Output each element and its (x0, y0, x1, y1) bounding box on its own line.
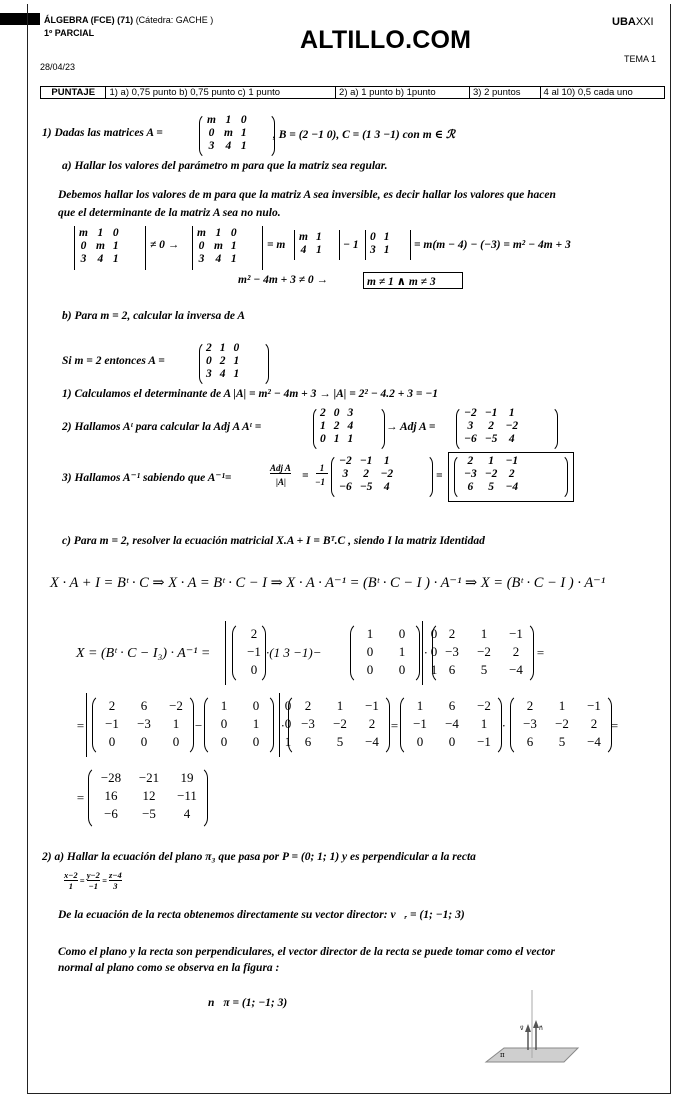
line-equation: $\frac{x-2}{1}$ = $\frac{y-2}{-1}$ = $\frac{z-4}{3}$ (64, 870, 122, 891)
matrix-cell: −5 (359, 481, 373, 493)
matrix-cell: m (197, 227, 206, 239)
topic-label: TEMA 1 (624, 54, 657, 64)
matrix-cell: 0 (430, 626, 438, 641)
chair-name: (Cátedra: GACHE ) (135, 15, 214, 25)
matrix-cell: 0 (448, 734, 456, 749)
matrix-cell: 2 (206, 342, 212, 354)
matrix-cell: −6 (339, 481, 352, 493)
matrix-cell: −2 (380, 468, 394, 480)
matrix-cell: 1 (225, 114, 232, 126)
matrix-cell: m (207, 114, 216, 126)
det-a-matrix (75, 227, 123, 266)
q1b-adj-label: → Adj A = (386, 421, 436, 433)
matrix-cell: 2 (108, 698, 116, 713)
minus: − (194, 718, 203, 733)
matrix-cell: −2 (169, 698, 183, 713)
matrix-cell: 2 (467, 455, 474, 467)
header-info (44, 14, 213, 40)
minor-matrix (295, 231, 326, 257)
matrix-cell: 6 (140, 698, 148, 713)
matrix-cell: −2 (484, 468, 498, 480)
matrix-cell: 0 (233, 342, 240, 354)
matrix-cell: 3 (370, 244, 376, 256)
matrix-cell: 5 (336, 734, 344, 749)
matrix-cell: 1 (240, 127, 247, 139)
det-eq: = m (267, 239, 286, 251)
det-bar (410, 230, 411, 260)
matrix-cell: 1 (383, 244, 390, 256)
matrix-cell: −4 (587, 734, 601, 749)
matrix-cell: m (95, 240, 105, 252)
matrix-cell: 1 (284, 734, 292, 749)
matrix-cell: 1 (219, 342, 226, 354)
matrix-cell: 4 (183, 806, 191, 821)
matrix-cell: −1 (359, 455, 373, 467)
det-neq: ≠ 0 → (150, 239, 180, 251)
matrix-cell: −1 (365, 698, 379, 713)
matrix-cell: 1 (416, 698, 424, 713)
matrix-cell: 2 (320, 407, 326, 419)
q1a-title: a) Hallar los valores del parámetro m para que la matriz sea regular. (62, 160, 388, 172)
matrix-cell: 1 (333, 433, 340, 445)
matrix-cell: −5 (484, 433, 498, 445)
q1a-text: Debemos hallar los valores de m para que la matriz A sea inversible, es decir hallar los valores que hacen (58, 189, 556, 201)
matrix-cell: 0 (366, 662, 374, 677)
matrix-cell: 19 (180, 770, 194, 785)
q1c-derivation: X · A + I = Bᵗ · C ⇒ X · A = Bᵗ · C − I ⇒ X · A · A⁻¹ = (Bᵗ · C − I ) · A⁻¹ ⇒ X = (Bᵗ · C − I ) · A⁻¹ (50, 575, 606, 591)
matrix-cell: 1 (347, 433, 354, 445)
matrix-cell: 1 (480, 716, 488, 731)
matrix-cell: −1 (505, 455, 519, 467)
matrix-cell: −21 (138, 770, 160, 785)
det-bar (145, 226, 146, 270)
matrix-cell: 1 (230, 253, 237, 265)
matrix-cell: 0 (252, 698, 260, 713)
matrix-cell: 0 (284, 698, 292, 713)
q1c-substitution: X = (Bᵗ · C − I₃) · A⁻¹ = (76, 646, 211, 661)
matrix-cell: −2 (477, 644, 491, 659)
site-title: ALTILLO.COM (300, 26, 472, 54)
q1c-title: c) Para m = 2, resolver la ecuación matricial X.A + I = Bᵀ.C , siendo I la matriz Identidad (62, 535, 485, 547)
matrix-cell: 1 (112, 240, 119, 252)
matrix-cell: 16 (104, 788, 118, 803)
matrix-cell: 0 (140, 734, 148, 749)
course-name: ÁLGEBRA (FCE) (71) (44, 15, 134, 25)
matrix-cell: 1 (315, 244, 322, 256)
matrix-a-inverse (436, 625, 532, 679)
exam-date: 28/04/23 (40, 62, 76, 72)
matrix-x-result (92, 769, 206, 823)
matrix-at (316, 407, 357, 446)
matrix-cell: 1 (230, 240, 237, 252)
q1-intro: 1) Dadas las matrices A = (42, 127, 163, 139)
matrix-cell: 2 (363, 468, 369, 480)
matrix-a-inverse (514, 697, 610, 751)
matrix-cell: 1 (233, 355, 240, 367)
matrix-cell: 1 (320, 420, 326, 432)
paren (199, 113, 275, 159)
matrix-cell: 1 (480, 626, 488, 641)
frac-den: −1 (315, 477, 325, 487)
matrix-bt-c (96, 697, 192, 751)
matrix-cell: −4 (505, 481, 519, 493)
eq-sign: = (76, 790, 85, 805)
matrix-cell: 1 (366, 626, 374, 641)
score-cell: 1) a) 0,75 punto b) 0,75 punto c) 1 punto (106, 87, 336, 99)
matrix-cell: 2 (526, 698, 534, 713)
matrix-cell: 4 (508, 433, 515, 445)
dot: · (502, 718, 506, 733)
matrix-cell: −2 (555, 716, 569, 731)
matrix-cell: 0 (333, 407, 340, 419)
score-cell: 3) 2 puntos (470, 87, 541, 99)
matrix-cell: 6 (526, 734, 534, 749)
matrix-cell: 2 (508, 468, 515, 480)
q1b-step3: 3) Hallamos A⁻¹ sabiendo que A⁻¹= (62, 472, 232, 484)
matrix-cell: 4 (97, 253, 104, 265)
matrix-cell: 1 (336, 698, 344, 713)
matrix-cell: 3 (467, 420, 474, 432)
frac-den: |A| (276, 477, 286, 487)
eq-sign: = (610, 718, 619, 733)
matrix-cell: 2 (368, 716, 376, 731)
matrix-cell: 0 (252, 734, 260, 749)
matrix-cell: −4 (365, 734, 379, 749)
dot: · (281, 718, 285, 733)
eq-sign: = (436, 470, 443, 482)
q1b-si: Si m = 2 entonces A = (62, 355, 165, 367)
matrix-cell: 1 (398, 644, 406, 659)
matrix-cell: −6 (464, 433, 477, 445)
matrix-cell: 0 (240, 114, 247, 126)
matrix-cell: −1 (413, 716, 427, 731)
eq-sign: = (390, 718, 399, 733)
q1b-step1: 1) Calculamos el determinante de A |A| = m² − 4m + 3 → |A| = 2² − 4.2 + 3 = −1 (62, 388, 438, 400)
frac-num: 1 (316, 463, 328, 474)
matrix-cell: 0 (112, 227, 119, 239)
matrix-cell: 0 (80, 240, 87, 252)
matrix-cell: 2 (304, 698, 312, 713)
exam-name: 1º PARCIAL (44, 28, 95, 38)
matrix-cell: m (213, 240, 223, 252)
q1a-answer: m ≠ 1 ∧ m ≠ 3 (367, 276, 436, 288)
matrix-cell: 2 (488, 420, 494, 432)
matrix-cell: −3 (301, 716, 315, 731)
q2-text: Como el plano y la recta son perpendiculares, el vector director de la recta se puede tomar como el vector (58, 946, 555, 958)
matrix-cell: 4 (215, 253, 222, 265)
matrix-cell: 1 (558, 698, 566, 713)
matrix-cell: −4 (509, 662, 523, 677)
matrix-cell: −1 (247, 644, 261, 659)
matrix-a2 (202, 342, 243, 381)
matrix-cell: 1 (240, 140, 247, 152)
matrix-cell: 0 (284, 716, 292, 731)
matrix-cell: 0 (220, 716, 228, 731)
matrix-cell: −1 (105, 716, 119, 731)
q1b-step2: 2) Hallamos Aᵗ para calcular la Adj A Aᵗ = (62, 421, 262, 433)
matrix-adj (460, 407, 522, 446)
matrix-cell: 1 (508, 407, 515, 419)
matrix-cell: 0 (430, 644, 438, 659)
matrix-cell: −2 (477, 698, 491, 713)
matrix-cell: 1 (97, 227, 104, 239)
matrix-cell: 1 (383, 455, 390, 467)
matrix-cell: 1 (215, 227, 222, 239)
eq-sign: = (76, 718, 85, 733)
matrix-cell: 5 (488, 481, 494, 493)
matrix-cell: 3 (198, 253, 205, 265)
det-bar (339, 230, 340, 260)
minor-matrix (366, 231, 394, 257)
matrix-cell: 3 (347, 407, 354, 419)
q1a-text: que el determinante de la matriz A sea no nulo. (58, 207, 281, 219)
q2-text: normal al plano como se observa en la figura : (58, 962, 280, 974)
matrix-cell: 6 (304, 734, 312, 749)
matrix-cell: 0 (220, 734, 228, 749)
matrix-cell: 4 (219, 368, 226, 380)
matrix-cell: 2 (219, 355, 226, 367)
matrix-cell: 6 (467, 481, 474, 493)
matrix-cell: −2 (339, 455, 352, 467)
fig-label-n: n⃗ (539, 1025, 543, 1032)
q1-bc-definition: , B = (2 −1 0), C = (1 3 −1) con m ∈ ℛ (273, 129, 456, 141)
q2-text: De la ecuación de la recta obtenemos directamente su vector director: v⃗ᵣ = (1; −1; 3) (58, 909, 465, 921)
matrix-cell: 4 (347, 420, 354, 432)
matrix-adj (335, 455, 397, 494)
score-cell: 2) a) 1 punto b) 1punto (336, 87, 470, 99)
matrix-cell: 3 (206, 368, 212, 380)
matrix-cell: 1 (488, 455, 494, 467)
matrix-cell: −3 (445, 644, 459, 659)
matrix-cell: 0 (206, 355, 212, 367)
matrix-cell: 2 (512, 644, 520, 659)
matrix-cell: 0 (108, 734, 116, 749)
matrix-cell: 1 (172, 716, 180, 731)
matrix-cell: −2 (464, 407, 477, 419)
fig-label-pi: π (500, 1051, 505, 1059)
matrix-cell: −28 (100, 770, 122, 785)
matrix-cell: 6 (448, 698, 456, 713)
matrix-cell: −3 (137, 716, 151, 731)
matrix-cell: 3 (342, 468, 349, 480)
matrix-cell: −5 (142, 806, 156, 821)
normal-vector: n⃗π = (1; −1; 3) (208, 997, 288, 1009)
eq-sign: = (302, 470, 309, 482)
det-bar (262, 226, 263, 270)
matrix-cell: m (79, 227, 88, 239)
score-cell: 4 al 10) 0,5 cada uno (540, 87, 664, 99)
matrix-cell: −3 (523, 716, 537, 731)
matrix-cell: 6 (448, 662, 456, 677)
matrix-cell: 0 (320, 433, 326, 445)
matrix-cell: −6 (104, 806, 118, 821)
frac-num: Adj A (270, 463, 291, 473)
matrix-cell: 0 (250, 662, 258, 677)
matrix-cell: 5 (558, 734, 566, 749)
matrix-cell: −2 (505, 420, 519, 432)
dot: · (424, 645, 428, 660)
matrix-cell: 0 (398, 662, 406, 677)
det-condition: m² − 4m + 3 ≠ 0 → (238, 274, 329, 286)
matrix-cell: 4 (383, 481, 390, 493)
matrix-cell: 12 (142, 788, 156, 803)
matrix-cell: 1 (233, 368, 240, 380)
fig-label-v: v⃗ (520, 1025, 524, 1032)
plane-figure (482, 988, 588, 1068)
matrix-cell: m (223, 127, 233, 139)
matrix-a-inverse (292, 697, 388, 751)
matrix-cell: 3 (208, 140, 215, 152)
matrix-cell: 0 (398, 626, 406, 641)
matrix-cell: 5 (480, 662, 488, 677)
matrix-a-inverse (460, 455, 522, 494)
q2-title: 2) a) Hallar la ecuación del plano π₃ que pasa por P = (0; 1; 1) y es perpendicular a la recta (42, 851, 476, 863)
matrix-cell: 3 (80, 253, 87, 265)
matrix-cell: 0 (416, 734, 424, 749)
matrix-cell: 1 (220, 698, 228, 713)
det-result: = m(m − 4) − (−3) = m² − 4m + 3 (414, 239, 571, 251)
matrix-cell: 0 (208, 127, 215, 139)
score-cell: PUNTAJE (41, 87, 106, 99)
matrix-cell: 2 (250, 626, 258, 641)
matrix-cell: m (299, 231, 308, 243)
matrix-cell: −11 (177, 788, 197, 803)
matrix-cell: 1 (315, 231, 322, 243)
matrix-bt-c-minus-i (404, 697, 500, 751)
matrix-cell: 0 (230, 227, 237, 239)
matrix-cell: 4 (225, 140, 232, 152)
matrix-cell: 1 (383, 231, 390, 243)
matrix-cell: 0 (172, 734, 180, 749)
matrix-cell: 2 (333, 420, 340, 432)
matrix-cell: 1 (430, 662, 438, 677)
q1b-title: b) Para m = 2, calcular la inversa de A (62, 310, 246, 322)
matrix-cell: −1 (587, 698, 601, 713)
matrix-cell: 0 (198, 240, 205, 252)
uba-logo: UBAXXI (612, 16, 654, 28)
matrix-cell: −3 (464, 468, 477, 480)
score-table (40, 86, 665, 99)
matrix-cell: 0 (370, 231, 376, 243)
matrix-cell: −1 (509, 626, 523, 641)
matrix-cell: −2 (333, 716, 347, 731)
matrix-cell: 0 (366, 644, 374, 659)
matrix-cell: −1 (477, 734, 491, 749)
matrix-cell: −4 (445, 716, 459, 731)
matrix-cell: −1 (484, 407, 498, 419)
eq-sign: = (536, 645, 545, 660)
matrix-cell: 2 (448, 626, 456, 641)
matrix-c-row: ·(1 3 −1)− (266, 645, 322, 660)
matrix-cell: 4 (300, 244, 307, 256)
matrix-cell: 1 (252, 716, 260, 731)
matrix-cell: 1 (112, 253, 119, 265)
det-a-matrix (193, 227, 241, 266)
matrix-cell: 2 (590, 716, 598, 731)
det-minus: − 1 (343, 239, 359, 251)
